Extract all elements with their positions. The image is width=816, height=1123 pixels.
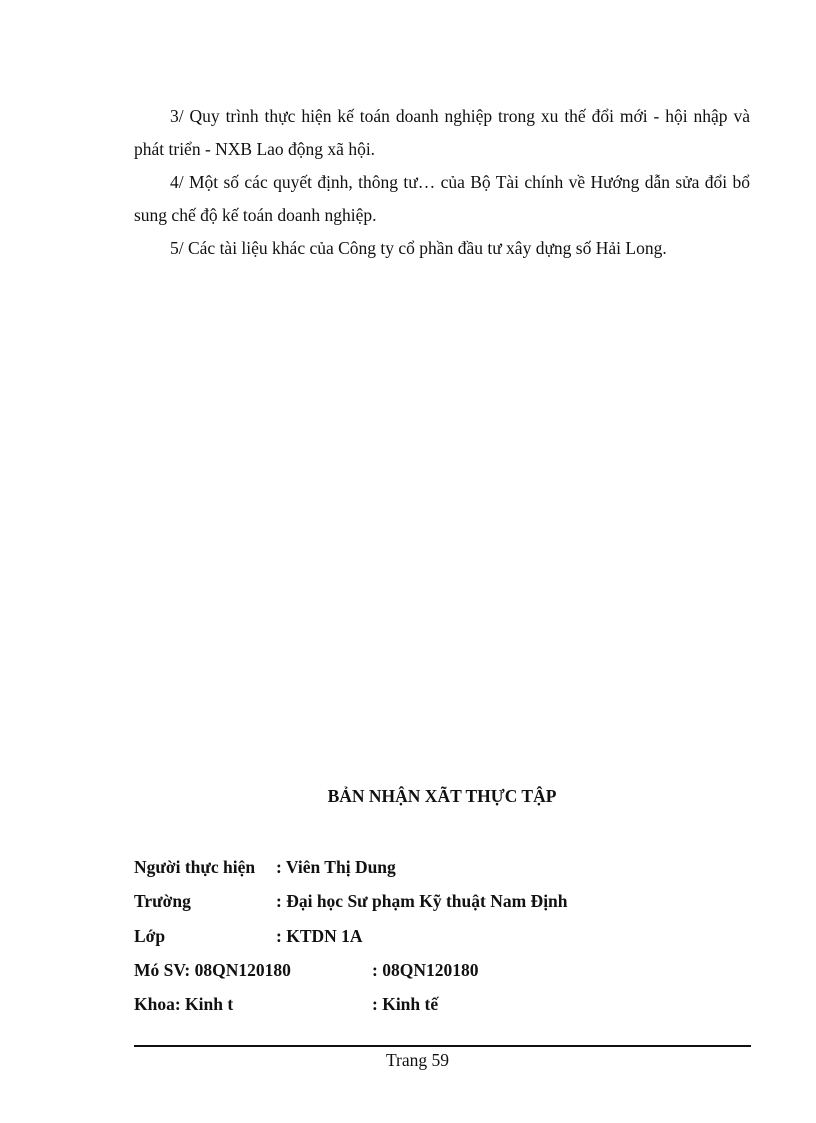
reference-item-5: 5/ Các tài liệu khác của Công ty cổ phần đầu tư xây dựng số Hải Long.	[170, 238, 667, 258]
info-row-performer	[134, 857, 750, 881]
info-value: : Kinh tế	[372, 994, 439, 1014]
info-value: : KTDN 1A	[276, 926, 363, 946]
info-label: Khoa: Kinh t	[134, 994, 234, 1014]
info-label: Mó SV: 08QN120180	[134, 960, 291, 980]
page-number: Trang 59	[385, 1050, 450, 1070]
info-value: : Viên Thị Dung	[276, 857, 396, 877]
reference-item-4: 4/ Một số các quyết định, thông tư… của Bộ Tài chính về Hướng dẫn sửa đổi bổ sung chế độ kế toán doanh nghiệp.	[134, 172, 750, 225]
info-label: Trường	[134, 891, 191, 911]
info-row-faculty	[134, 994, 750, 1018]
info-row-student-id	[134, 960, 750, 984]
info-value: : Đại học Sư phạm Kỹ thuật Nam Định	[276, 891, 568, 911]
info-label: Lớp	[134, 926, 166, 946]
info-value: : 08QN120180	[372, 960, 479, 980]
info-label: Người thực hiện	[134, 857, 256, 877]
footer-divider	[134, 1045, 751, 1047]
info-row-school	[134, 891, 750, 915]
evaluation-title: BẢN NHẬN XÃT THỰC TẬP	[327, 786, 557, 806]
reference-list	[134, 100, 750, 265]
reference-item-3: 3/ Quy trình thực hiện kế toán doanh nghiệp trong xu thế đổi mới - hội nhập và phát triển - NXB Lao động xã hội.	[134, 106, 750, 159]
info-row-class	[134, 926, 750, 950]
